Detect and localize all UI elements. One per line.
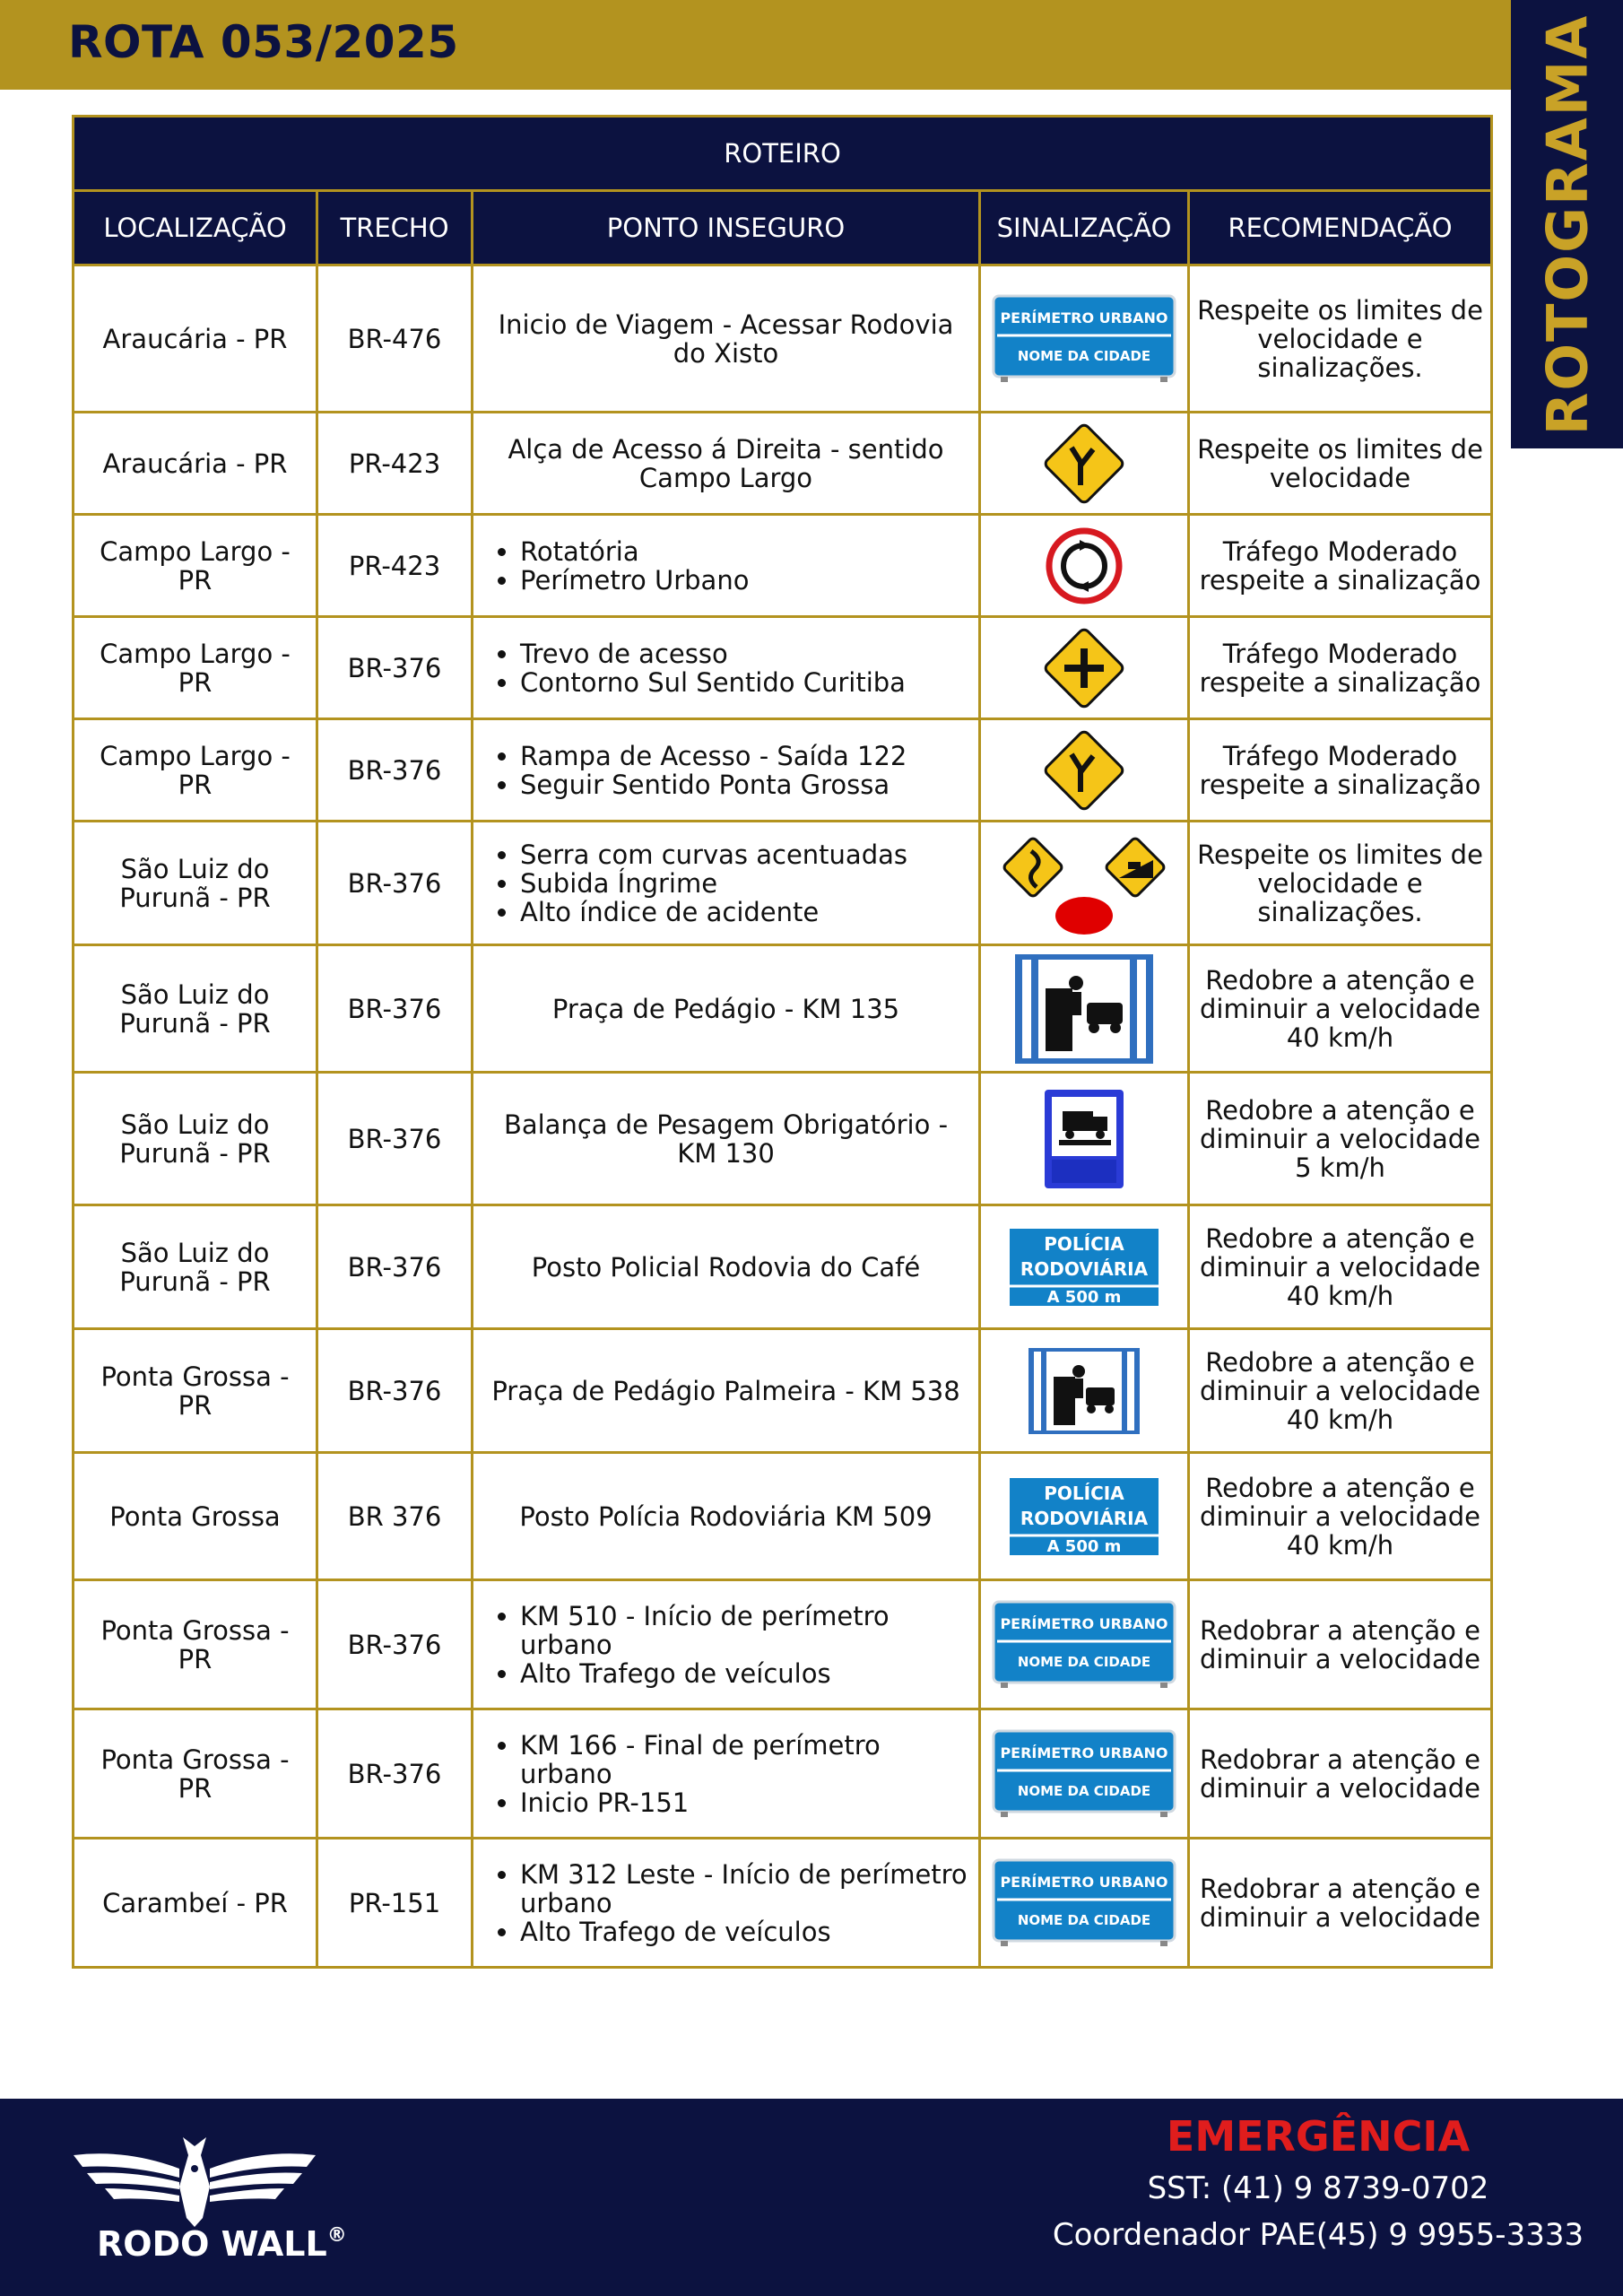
perimetro-urbano-sign [992,1744,1176,1799]
emergency-title: EMERGÊNCIA [1166,2112,1471,2161]
toll-sign-small [1027,1374,1141,1405]
sign-text-bottom: NOME DA CIDADE [1017,1911,1151,1928]
ponto-item: • Inicio PR-151 [520,1788,971,1817]
crossroad-sign [1041,651,1127,682]
cell-localizacao: Ponta Grossa - PR [74,1580,317,1709]
ponto-item: • Subida Íngrime [520,869,971,898]
cell-recomendacao: Respeite os limites de velocidade e sinalizações. [1189,822,1492,945]
ponto-item: • Alto Trafego de veículos [520,1918,971,1946]
winged-horse-logo [65,2133,325,2231]
table-row [74,617,1492,719]
police-line-2: RODOVIÁRIA [1020,1507,1149,1529]
cell-trecho: BR 376 [317,1453,473,1580]
cell-trecho: BR-376 [317,1580,473,1709]
cell-ponto-inseguro: Balança de Pesagem Obrigatório - KM 130 [473,1073,980,1205]
cell-localizacao: São Luiz do Purunã - PR [74,822,317,945]
right-branch-sign [1041,753,1127,784]
sign-text-bottom: NOME DA CIDADE [1017,1653,1151,1670]
cell-trecho: BR-376 [317,945,473,1073]
cell-localizacao: São Luiz do Purunã - PR [74,945,317,1073]
ponto-item: • Serra com curvas acentuadas [520,840,971,869]
cell-ponto-inseguro: Praça de Pedágio - KM 135 [473,945,980,1073]
ponto-item: • KM 510 - Início de perímetro urbano [520,1602,971,1659]
table-row [74,1205,1492,1329]
cell-sinalizacao [980,1453,1189,1580]
table-row [74,413,1492,515]
cell-recomendacao: Redobre a atenção e diminuir a velocidade 40 km/h [1189,1205,1492,1329]
cell-recomendacao: Tráfego Moderado respeite a sinalização [1189,617,1492,719]
cell-trecho: BR-376 [317,822,473,945]
cell-ponto-inseguro [473,719,980,822]
cell-recomendacao: Redobrar a atenção e diminuir a velocidade [1189,1709,1492,1839]
sst-phone: SST: (41) 9 8739-0702 [1147,2170,1489,2206]
cell-localizacao: Ponta Grossa [74,1453,317,1580]
cell-sinalizacao [980,617,1189,719]
cell-localizacao: Ponta Grossa - PR [74,1709,317,1839]
sign-text-top: PERÍMETRO URBANO [1000,1744,1168,1761]
cell-trecho: PR-423 [317,515,473,617]
perimetro-urbano-sign [992,1614,1176,1670]
cell-sinalizacao [980,945,1189,1073]
ponto-item: • Contorno Sul Sentido Curitiba [520,668,971,697]
roteiro-table [72,115,1493,1969]
table-row [74,265,1492,413]
table-body [74,265,1492,1968]
column-header-localizacao: LOCALIZAÇÃO [74,191,317,265]
cell-ponto-inseguro [473,515,980,617]
cell-recomendacao: Redobrar a atenção e diminuir a velocidade [1189,1580,1492,1709]
cell-sinalizacao [980,1580,1189,1709]
cell-sinalizacao [980,822,1189,945]
pae-phone: Coordenador PAE(45) 9 9955-3333 [1052,2217,1584,2253]
cell-trecho: BR-376 [317,1329,473,1453]
sign-text-bottom: NOME DA CIDADE [1017,347,1151,364]
cell-localizacao: Araucária - PR [74,413,317,515]
perimetro-urbano-sign [992,309,1176,364]
perimetro-urbano-sign [992,1873,1176,1928]
table-row [74,515,1492,617]
cell-ponto-inseguro: Inicio de Viagem - Acessar Rodovia do Xisto [473,265,980,413]
table-row [74,1073,1492,1205]
cell-localizacao: São Luiz do Purunã - PR [74,1205,317,1329]
column-header-sinalizacao: SINALIZAÇÃO [980,191,1189,265]
cell-localizacao: Ponta Grossa - PR [74,1329,317,1453]
sign-text-top: PERÍMETRO URBANO [1000,309,1168,326]
cell-recomendacao: Redobre a atenção e diminuir a velocidade 40 km/h [1189,1453,1492,1580]
ponto-item: • Rampa de Acesso - Saída 122 [520,742,971,770]
cell-sinalizacao [980,515,1189,617]
police-line-2: RODOVIÁRIA [1020,1257,1149,1280]
cell-sinalizacao [980,1709,1189,1839]
cell-recomendacao: Respeite os limites de velocidade [1189,413,1492,515]
cell-recomendacao: Redobre a atenção e diminuir a velocidade 5 km/h [1189,1073,1492,1205]
police-sign [1008,1232,1160,1307]
table-row [74,1839,1492,1968]
ponto-item: • Rotatória [520,537,971,566]
ponto-item: • KM 312 Leste - Início de perímetro urbano [520,1860,971,1918]
cell-localizacao: Carambeí - PR [74,1839,317,1968]
cell-trecho: PR-423 [317,413,473,515]
table-row [74,822,1492,945]
cell-localizacao: Campo Largo - PR [74,515,317,617]
right-branch-sign [1041,447,1127,477]
cell-sinalizacao [980,1073,1189,1205]
cell-sinalizacao [980,719,1189,822]
cell-recomendacao: Redobre a atenção e diminuir a velocidade 40 km/h [1189,1329,1492,1453]
brand-text: RODO WALL [97,2224,327,2264]
curves-slope-sign [999,866,1169,897]
ponto-item: • Trevo de acesso [520,639,971,668]
weigh-station-sign [1043,1122,1125,1152]
cell-sinalizacao [980,1329,1189,1453]
cell-trecho: BR-376 [317,1073,473,1205]
table-row [74,1329,1492,1453]
police-line-3: A 500 m [1046,1536,1122,1556]
column-header-trecho: TRECHO [317,191,473,265]
cell-trecho: BR-476 [317,265,473,413]
cell-sinalizacao [980,1205,1189,1329]
cell-recomendacao: Redobre a atenção e diminuir a velocidade 40 km/h [1189,945,1492,1073]
footer-bar [0,2099,1623,2296]
route-title: ROTA 053/2025 [68,16,459,68]
cell-ponto-inseguro: Posto Polícia Rodoviária KM 509 [473,1453,980,1580]
cell-ponto-inseguro: Alça de Acesso á Direita - sentido Campo Largo [473,413,980,515]
ponto-item: • KM 166 - Final de perímetro urbano [520,1731,971,1788]
police-sign [1008,1482,1160,1556]
sign-text-top: PERÍMETRO URBANO [1000,1873,1168,1891]
registered-mark: ® [326,2224,347,2247]
cell-recomendacao: Redobrar a atenção e diminuir a velocidade [1189,1839,1492,1968]
table-row [74,945,1492,1073]
police-line-1: POLÍCIA [1044,1232,1124,1255]
cell-ponto-inseguro [473,1709,980,1839]
police-line-3: A 500 m [1046,1287,1122,1307]
cell-ponto-inseguro: Praça de Pedágio Palmeira - KM 538 [473,1329,980,1453]
table-row [74,1453,1492,1580]
cell-localizacao: Campo Largo - PR [74,719,317,822]
column-header-ponto-inseguro: PONTO INSEGURO [473,191,980,265]
cell-ponto-inseguro [473,1580,980,1709]
column-header-recomendacao: RECOMENDAÇÃO [1189,191,1492,265]
cell-ponto-inseguro [473,1839,980,1968]
cell-localizacao: Campo Largo - PR [74,617,317,719]
table-title: ROTEIRO [74,117,1492,191]
ponto-item: • Seguir Sentido Ponta Grossa [520,770,971,799]
table-row [74,719,1492,822]
cell-localizacao: Araucária - PR [74,265,317,413]
cell-trecho: BR-376 [317,1205,473,1329]
cell-sinalizacao [980,265,1189,413]
brand-name [97,2224,347,2264]
sign-text-bottom: NOME DA CIDADE [1017,1782,1151,1799]
ponto-item: • Alto índice de acidente [520,898,971,926]
toll-sign-large [1013,992,1155,1022]
cell-ponto-inseguro: Posto Policial Rodovia do Café [473,1205,980,1329]
sign-text-top: PERÍMETRO URBANO [1000,1614,1168,1632]
cell-recomendacao: Tráfego Moderado respeite a sinalização [1189,719,1492,822]
cell-trecho: BR-376 [317,719,473,822]
police-line-1: POLÍCIA [1044,1482,1124,1504]
ponto-item: • Perímetro Urbano [520,566,971,595]
cell-recomendacao: Respeite os limites de velocidade e sinalizações. [1189,265,1492,413]
table-row [74,1709,1492,1839]
table-row [74,1580,1492,1709]
cell-sinalizacao [980,413,1189,515]
cell-trecho: PR-151 [317,1839,473,1968]
cell-ponto-inseguro [473,617,980,719]
cell-ponto-inseguro [473,822,980,945]
side-tab-label: ROTOGRAMA [1534,13,1600,435]
ponto-item: • Alto Trafego de veículos [520,1659,971,1688]
cell-trecho: BR-376 [317,617,473,719]
cell-trecho: BR-376 [317,1709,473,1839]
roundabout-sign [1046,549,1123,579]
cell-recomendacao: Tráfego Moderado respeite a sinalização [1189,515,1492,617]
cell-localizacao: São Luiz do Purunã - PR [74,1073,317,1205]
cell-sinalizacao [980,1839,1189,1968]
